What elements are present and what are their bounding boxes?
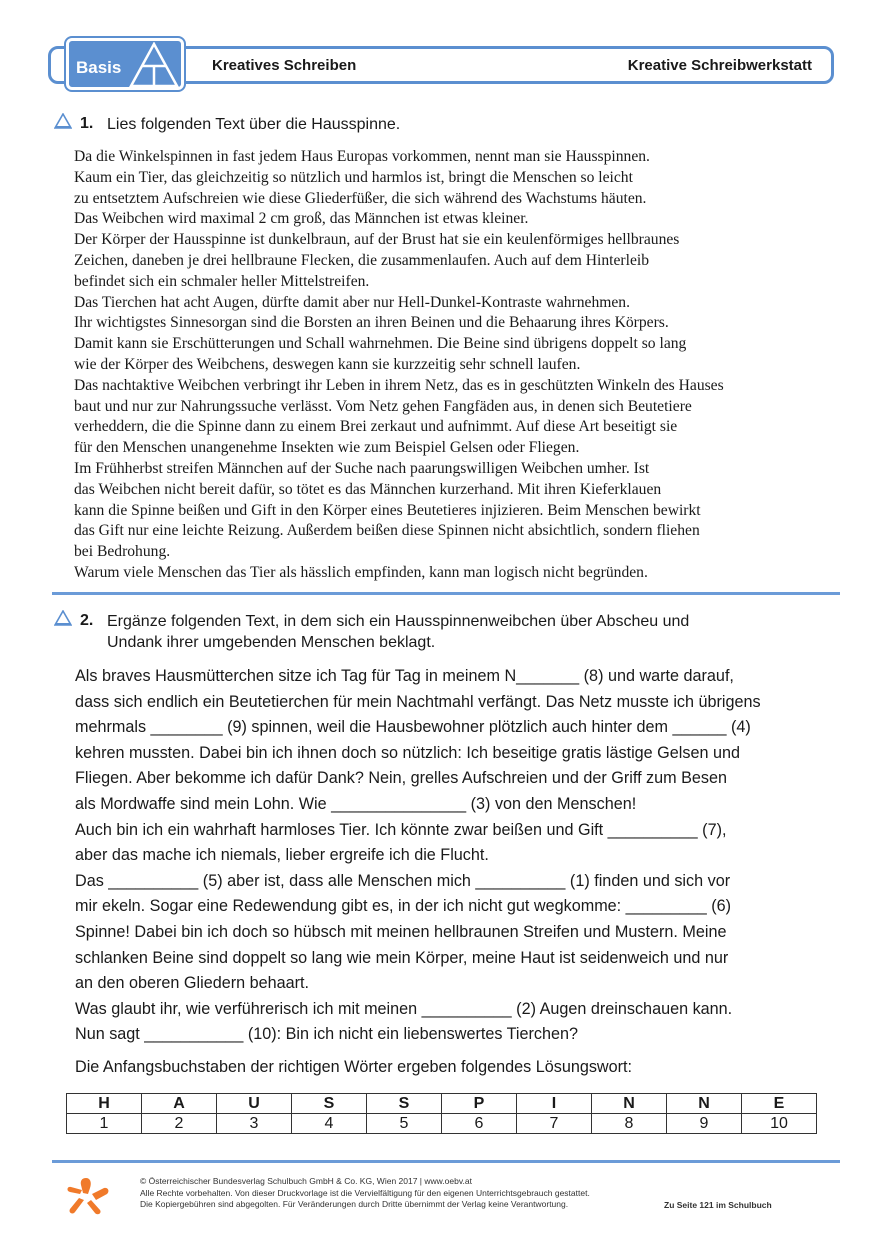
story-line: bei Bedrohung. <box>74 543 171 561</box>
pyramid-logo-icon <box>128 42 180 88</box>
story-line: Das Tierchen hat acht Augen, dürfte damit aber nur Hell-Dunkel-Kontraste wahrnehmen. <box>74 293 631 311</box>
cloze-line: schlanken Beine sind doppelt so lang wie mein Körper, meine Haut ist seidenweich und nur <box>75 948 729 967</box>
header-subject: Kreatives Schreiben <box>212 57 357 74</box>
story-line: Das Weibchen wird maximal 2 cm groß, das Männchen ist etwas kleiner. <box>74 210 529 228</box>
cloze-line: Spinne! Dabei bin ich doch so hübsch mit meinen hellbraunen Streifen und Mustern. Meine <box>75 922 727 941</box>
task1-number: 1. <box>80 115 94 132</box>
basis-level-icon <box>54 610 72 626</box>
cloze-line: Als braves Hausmütterchen sitze ich Tag für Tag in meinem N_______ (8) und warte darauf, <box>75 667 734 685</box>
cloze-line: Auch bin ich ein wahrhaft harmloses Tier. Ich könnte zwar beißen und Gift __________ (7), <box>75 820 727 839</box>
header-unit-title: Kreative Schreibwerkstatt <box>627 57 812 74</box>
cloze-text <box>75 664 845 1048</box>
cloze-line: mehrmals ________ (9) spinnen, weil die Hausbewohner plötzlich auch hinter dem ______ (4) <box>75 718 751 737</box>
task2-instruction-line: Ergänze folgenden Text, in dem sich ein Hausspinnenweibchen über Abscheu und <box>107 613 690 630</box>
solution-letter: S <box>367 1094 442 1114</box>
solution-number: 9 <box>667 1114 742 1134</box>
solution-letter: S <box>292 1094 367 1114</box>
story-line: baut und nur zur Nahrungssuche verlässt. Vom Netz gehen Fangfäden aus, in denen sich Beutetiere <box>74 397 692 415</box>
page-reference: Zu Seite 121 im Schulbuch <box>664 1200 772 1210</box>
story-line: Ihr wichtigstes Sinnesorgan sind die Borsten an ihren Beinen und die Behaarung ihres Körpers. <box>74 314 669 332</box>
cloze-line: dass sich endlich ein Beutetierchen für mein Nachtmahl verfängt. Das Netz musste ich übrigens <box>75 692 761 711</box>
basis-level-icon <box>54 113 72 129</box>
task2-instruction <box>107 611 689 653</box>
cloze-line: Nun sagt ___________ (10): Bin ich nicht ein liebenswertes Tierchen? <box>75 1025 579 1044</box>
story-line: Das nachtaktive Weibchen verbringt ihr Leben in ihrem Netz, das es in geschützten Winkeln des Hauses <box>74 376 724 394</box>
solution-number: 4 <box>292 1114 367 1134</box>
story-line: Der Körper der Hausspinne ist dunkelbraun, auf der Brust hat sie ein keulenförmiges hellbraunes <box>74 231 680 249</box>
solution-letters-row <box>67 1094 817 1114</box>
solution-number: 5 <box>367 1114 442 1134</box>
solution-letter: E <box>742 1094 817 1114</box>
story-line: das Gift nur eine leichte Reizung. Außerdem beißen diese Spinnen nicht absichtlich, sondern fliehen <box>74 522 700 540</box>
solution-numbers-row <box>67 1114 817 1134</box>
story-line: Kaum ein Tier, das gleichzeitig so nützlich und harmlos ist, bringt die Menschen so leicht <box>74 168 633 186</box>
solution-number: 3 <box>217 1114 292 1134</box>
solution-number: 6 <box>442 1114 517 1134</box>
story-line: Im Frühherbst streifen Männchen auf der Suche nach paarungswilligen Weibchen umher. Ist <box>74 459 650 477</box>
story-line: Damit kann sie Erschütterungen und Schall wahrnehmen. Die Beine sind übrigens doppelt so lang <box>74 335 687 353</box>
story-line: zu entsetztem Aufschreien wie diese Gliederfüßer, die sich während des Wachstums häuten. <box>74 189 647 207</box>
story-line: Warum viele Menschen das Tier als hässlich empfinden, kann man logisch nicht begründen. <box>74 563 648 581</box>
footer-divider <box>52 1160 840 1163</box>
copyright-line: Die Kopiergebühren sind abgegolten. Für Veränderungen durch Dritte übernimmt der Verlag keine Verantwortung. <box>140 1199 569 1209</box>
solution-letter: U <box>217 1094 292 1114</box>
solution-number: 7 <box>517 1114 592 1134</box>
solution-number: 2 <box>142 1114 217 1134</box>
copyright-line: Alle Rechte vorbehalten. Von dieser Druckvorlage ist die Vervielfältigung für den eigenen Unterrichtsgebrauch gestattet. <box>140 1187 590 1198</box>
spider-info-text <box>74 147 834 584</box>
cloze-line: mir ekeln. Sogar eine Redewendung gibt es, in der ich nicht gut wegkomme: _________ (6) <box>75 897 731 916</box>
cloze-line: Fliegen. Aber bekomme ich dafür Dank? Nein, grelles Aufschreien und der Griff zum Besen <box>75 769 728 788</box>
task2-number: 2. <box>80 612 94 629</box>
solution-letter: N <box>667 1094 742 1114</box>
cloze-line: aber das mache ich niemals, lieber ergreife ich die Flucht. <box>75 846 489 865</box>
cloze-line: als Mordwaffe sind mein Lohn. Wie _______________ (3) von den Menschen! <box>75 794 637 813</box>
basis-label: Basis <box>76 58 122 77</box>
solution-letter: N <box>592 1094 667 1114</box>
task1-instruction: Lies folgenden Text über die Hausspinne. <box>107 116 401 133</box>
solution-letter: H <box>67 1094 142 1114</box>
solution-number: 8 <box>592 1114 667 1134</box>
solution-intro: Die Anfangsbuchstaben der richtigen Wörter ergeben folgendes Lösungswort: <box>75 1058 633 1076</box>
copyright-line: © Österreichischer Bundesverlag Schulbuch GmbH & Co. KG, Wien 2017 | www.oebv.at <box>140 1176 472 1186</box>
story-line: kann die Spinne beißen und Gift in den Körper eines Beutetieres injizieren. Beim Menschen bewirkt <box>74 501 701 519</box>
section-divider <box>52 592 840 595</box>
copyright-notice <box>140 1176 590 1211</box>
cloze-line: an den oberen Gliedern behaart. <box>75 974 309 993</box>
cloze-line: Das __________ (5) aber ist, dass alle Menschen mich __________ (1) finden und sich vor <box>75 871 731 890</box>
story-line: für den Menschen unangenehme Insekten wie zum Beispiel Gelsen oder Fliegen. <box>74 439 580 457</box>
publisher-logo-icon <box>66 1176 110 1216</box>
story-line: Zeichen, daneben je drei hellbraune Flecken, die zusammenlaufen. Auch auf dem Hinterleib <box>74 251 650 269</box>
solution-number: 10 <box>742 1114 817 1134</box>
solution-number: 1 <box>67 1114 142 1134</box>
story-line: wie der Körper des Weibchens, deswegen kann sie kurzzeitig sehr schnell laufen. <box>74 355 581 373</box>
solution-letter: I <box>517 1094 592 1114</box>
solution-letter: A <box>142 1094 217 1114</box>
solution-table <box>66 1093 817 1134</box>
task2-instruction-line: Undank ihrer umgebenden Menschen beklagt. <box>107 634 436 651</box>
solution-letter: P <box>442 1094 517 1114</box>
story-line: befindet sich ein schmaler heller Mittelstreifen. <box>74 272 370 290</box>
story-line: verheddern, die die Spinne dann zu einem Brei zerkaut und aufnimmt. Auf diese Art beseitigt sie <box>74 418 678 436</box>
cloze-line: kehren mussten. Dabei bin ich ihnen doch so nützlich: Ich beseitige gratis lästige Gelsen und <box>75 743 740 762</box>
story-line: das Weibchen nicht bereit dafür, so tötet es das Männchen kurzerhand. Mit ihren Kieferklauen <box>74 480 662 498</box>
story-line: Da die Winkelspinnen in fast jedem Haus Europas vorkommen, nennt man sie Hausspinnen. <box>74 148 650 165</box>
cloze-line: Was glaubt ihr, wie verführerisch ich mit meinen __________ (2) Augen dreinschauen kann. <box>75 999 733 1018</box>
